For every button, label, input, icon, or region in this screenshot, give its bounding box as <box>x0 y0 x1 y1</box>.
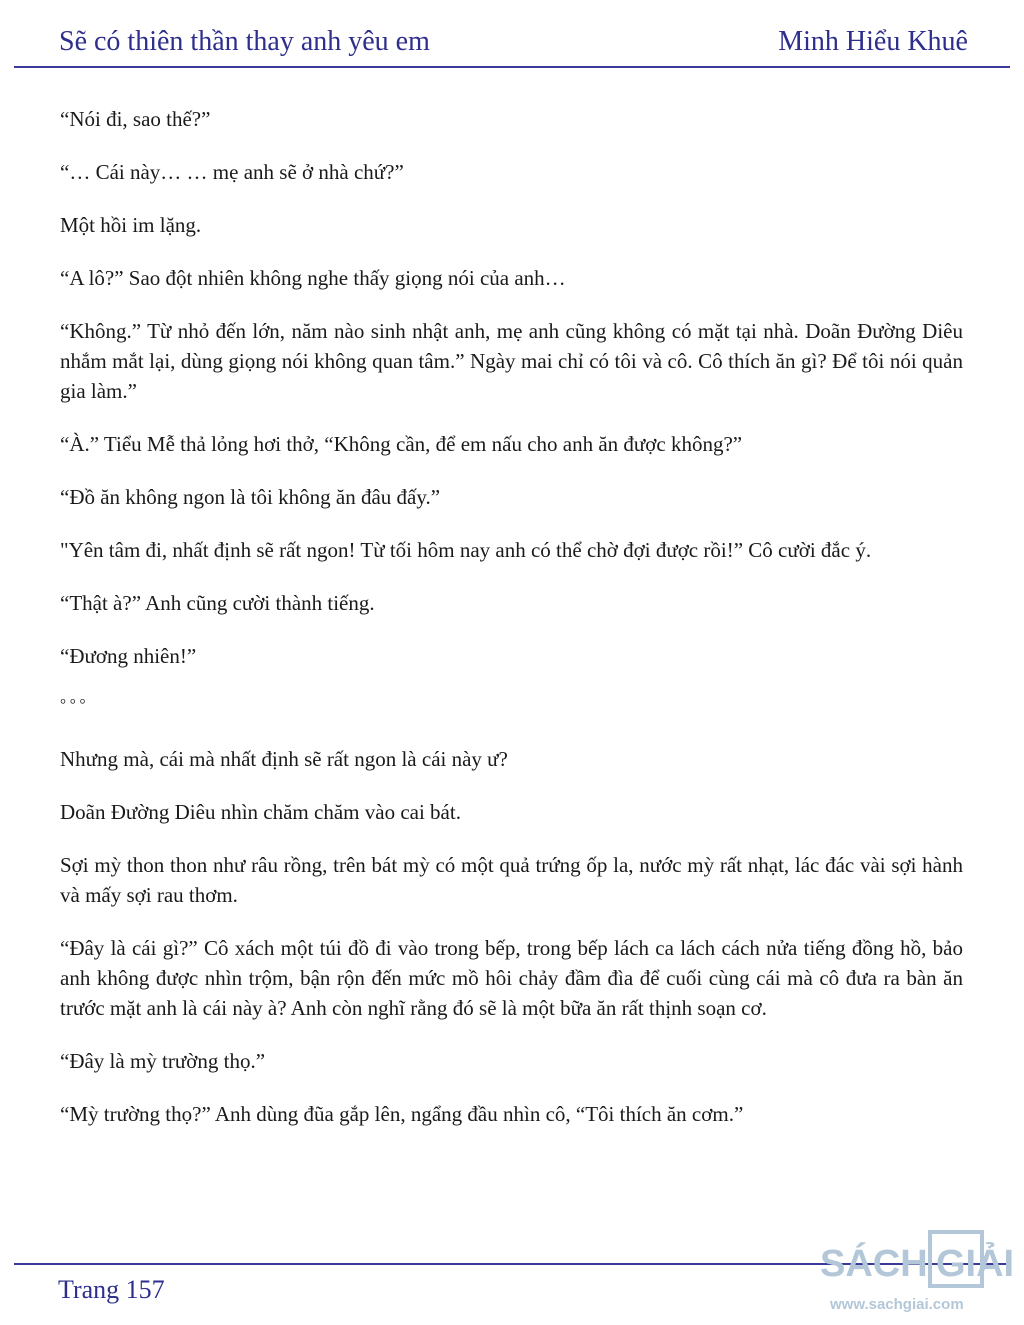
paragraph: “Thật à?” Anh cũng cười thành tiếng. <box>60 591 375 615</box>
watermark <box>818 1230 1018 1320</box>
paragraph: “… Cái này… … mẹ anh sẽ ở nhà chứ?” <box>60 160 404 184</box>
scene-break: ° ° ° <box>60 697 86 713</box>
paragraph: Doãn Đường Diêu nhìn chăm chăm vào cai bát. <box>60 800 461 824</box>
paragraph: “Đương nhiên!” <box>60 644 197 668</box>
paragraph: Sợi mỳ thon thon như râu rồng, trên bát mỳ có một quả trứng ốp la, nước mỳ rất nhạt, lác đác vài sợi hành và mấy sợi rau thơm. <box>60 853 963 907</box>
svg-text:GIẢI: GIẢI <box>936 1243 1015 1285</box>
paragraph: “Không.” Từ nhỏ đến lớn, năm nào sinh nhật anh, mẹ anh cũng không có mặt tại nhà. Doãn Đường Diêu nhắm mắt lại, dùng giọng nói không quan tâm.” Ngày mai chỉ có tôi và cô. Cô thích ăn gì? Để tôi nói quản gia làm.” <box>60 319 963 403</box>
paragraph: Một hồi im lặng. <box>60 213 202 237</box>
book-title: Sẽ có thiên thần thay anh yêu em <box>59 26 430 57</box>
page-body <box>60 104 963 1152</box>
paragraph: “Nói đi, sao thế?” <box>60 107 211 131</box>
paragraph: “A lô?” Sao đột nhiên không nghe thấy giọng nói của anh… <box>60 266 566 290</box>
paragraph: “Đây là cái gì?” Cô xách một túi đồ đi vào trong bếp, trong bếp lách ca lách cách nửa tiếng đồng hồ, bảo anh không được nhìn trộm, bận rộn đến mức mồ hôi chảy đầm đìa để cuối cùng cái mà cô đưa ra bàn ăn trước mặt anh là cái này à? Anh còn nghĩ rằng đó sẽ là một bữa ăn rất thịnh soạn cơ. <box>60 936 963 1020</box>
paragraph: “Mỳ trường thọ?” Anh dùng đũa gắp lên, ngẩng đầu nhìn cô, “Tôi thích ăn cơm.” <box>60 1102 744 1126</box>
paragraph: “Đồ ăn không ngon là tôi không ăn đâu đấy.” <box>60 485 441 509</box>
paragraph: Nhưng mà, cái mà nhất định sẽ rất ngon là cái này ư? <box>60 747 508 771</box>
paragraph: "Yên tâm đi, nhất định sẽ rất ngon! Từ tối hôm nay anh có thể chờ đợi được rồi!” Cô cười đắc ý. <box>60 538 872 562</box>
paragraph: “Đây là mỳ trường thọ.” <box>60 1049 266 1073</box>
svg-text:SÁCH: SÁCH <box>820 1243 928 1285</box>
sachgiai-logo-icon <box>818 1230 1018 1290</box>
watermark-url: www.sachgiai.com <box>830 1296 964 1313</box>
paragraph: “À.” Tiểu Mễ thả lỏng hơi thở, “Không cần, để em nấu cho anh ăn được không?” <box>60 432 743 456</box>
book-author: Minh Hiểu Khuê <box>778 26 968 57</box>
page-number: Trang 157 <box>58 1275 165 1304</box>
page-header <box>14 22 1010 68</box>
